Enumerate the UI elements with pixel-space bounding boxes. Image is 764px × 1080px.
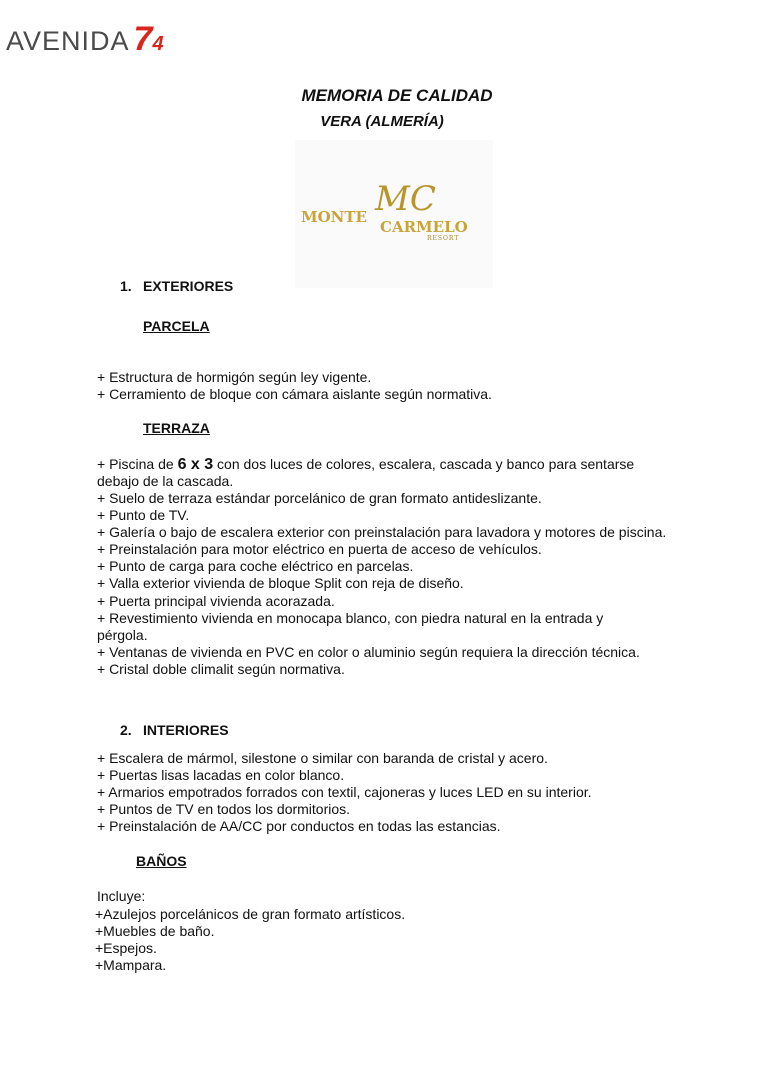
- logo-right-word: CARMELO: [380, 218, 468, 236]
- terraza-item: + Valla exterior vivienda de bloque Split con reja de diseño.: [97, 575, 464, 591]
- terraza-item: + Punto de carga para coche eléctrico en parcelas.: [97, 558, 414, 574]
- terraza-pool-line: [97, 456, 634, 473]
- section-exteriores-heading: EXTERIORES: [143, 278, 234, 294]
- monte-carmelo-logo: [295, 140, 493, 288]
- monte-carmelo-logo-graphic: [295, 140, 493, 288]
- interiores-item: + Puertas lisas lacadas en color blanco.: [97, 767, 345, 783]
- pool-suffix: con dos luces de colores, escalera, cascada y banco para sentarse: [213, 456, 635, 472]
- brand-number-main: 7: [133, 20, 153, 58]
- section-interiores-heading: INTERIORES: [143, 722, 229, 738]
- interiores-item: + Escalera de mármol, silestone o similar con baranda de cristal y acero.: [97, 750, 548, 766]
- banos-intro: Incluye:: [97, 888, 146, 904]
- banos-item: +Mampara.: [95, 957, 167, 973]
- pool-size: 6 x 3: [177, 456, 214, 473]
- terraza-item: + Suelo de terraza estándar porcelánico de gran formato antideslizante.: [97, 490, 542, 506]
- document-subtitle: VERA (ALMERÍA): [320, 113, 444, 130]
- banos-heading: BAÑOS: [136, 853, 187, 869]
- section-exteriores-number: 1.: [120, 278, 132, 294]
- logo-monogram: MC: [375, 179, 436, 219]
- terraza-item: + Cristal doble climalit según normativa.: [97, 661, 345, 677]
- interiores-item: + Preinstalación de AA/CC por conductos en todas las estancias.: [97, 818, 501, 834]
- banos-item: +Azulejos porcelánicos de gran formato artísticos.: [95, 906, 406, 922]
- terraza-item: pérgola.: [97, 627, 148, 643]
- terraza-pool-line2: debajo de la cascada.: [97, 473, 234, 489]
- banos-item: +Espejos.: [95, 940, 157, 956]
- banos-item: +Muebles de baño.: [95, 923, 215, 939]
- terraza-item: + Ventanas de vivienda en PVC en color o aluminio según requiera la dirección técnica.: [97, 644, 640, 660]
- terraza-item: + Galería o bajo de escalera exterior con preinstalación para lavadora y motores de piscina.: [97, 524, 667, 540]
- terraza-item: + Revestimiento vivienda en monocapa blanco, con piedra natural en la entrada y: [97, 610, 604, 626]
- section-interiores-number: 2.: [120, 722, 132, 738]
- interiores-item: + Armarios empotrados forrados con textil, cajoneras y luces LED en su interior.: [97, 784, 592, 800]
- terraza-heading: TERRAZA: [143, 420, 210, 436]
- document-title: MEMORIA DE CALIDAD: [301, 86, 493, 105]
- logo-left-word: MONTE: [301, 208, 367, 226]
- terraza-item: + Preinstalación para motor eléctrico en puerta de acceso de vehículos.: [97, 541, 542, 557]
- pool-prefix: + Piscina de: [97, 456, 178, 472]
- parcela-heading: PARCELA: [143, 318, 210, 334]
- avenida-logo: [6, 20, 164, 59]
- brand-number-small: 4: [152, 33, 164, 55]
- parcela-item: + Cerramiento de bloque con cámara aislante según normativa.: [97, 386, 492, 402]
- brand-word: AVENIDA: [6, 26, 130, 56]
- brand-number: [134, 20, 164, 59]
- terraza-item: + Puerta principal vivienda acorazada.: [97, 593, 335, 609]
- logo-tag: RESORT: [427, 235, 460, 242]
- terraza-item: + Punto de TV.: [97, 507, 190, 523]
- interiores-item: + Puntos de TV en todos los dormitorios.: [97, 801, 351, 817]
- parcela-item: + Estructura de hormigón según ley vigente.: [97, 369, 372, 385]
